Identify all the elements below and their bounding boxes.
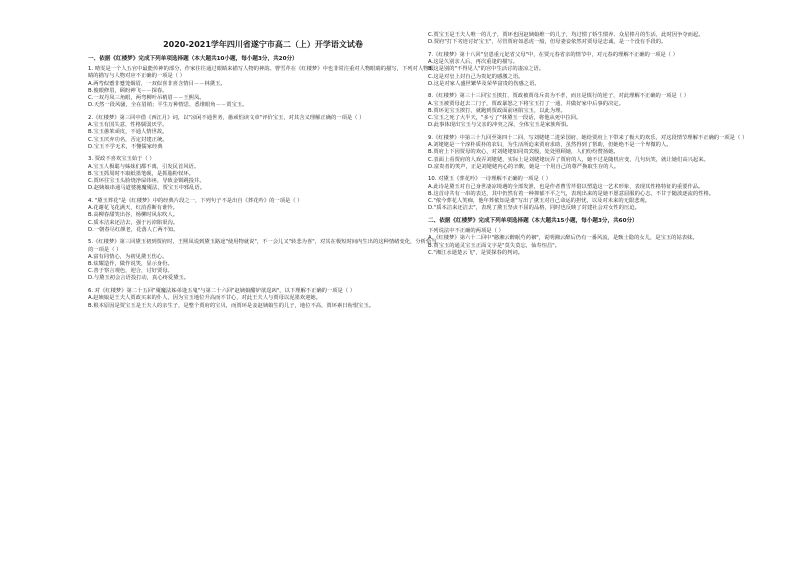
- question-stem: 9.《红楼梦》中第三十九回至第四十二回，写刘姥姥二进荣国府，她给贾府上下带来了极大的欢乐，对这段情节理解不正确的一项是（ ）: [428, 134, 748, 141]
- question-stem: 7.《红楼梦》第十八回"皇恩重元妃省父母"中，在贾元春省亲的情节中，对元春的理解不正确的一项是（ ）: [428, 51, 678, 58]
- question-item: [88, 198, 438, 234]
- answer-option: B.这首诗共有一串的表达，其中仍然有着一种抑郁不平之气，表现出来的是她不愿意屈服的心志，不甘于随波逐流的性格。: [428, 190, 715, 197]
- answer-option: C.宝玉之死了大半天，"多亏了"林黛玉一段话，将他从死中拉回。: [428, 115, 582, 122]
- question-stem: 6. 对《红楼梦》第二十五回"魇魔法姊弟逢五鬼"与第二十六回"赵姨娘醋妒欲逞凶"，以下理解不正确的一项是（ ）: [88, 288, 356, 295]
- answer-option: D.天然一段风骚，全在眉梢；平生万种情思，悉堆眼角－－贾宝玉。: [88, 102, 248, 109]
- question-item: [428, 52, 778, 88]
- question-item: [428, 93, 778, 129]
- answer-option: B.宝玉抓周时不取纸墨笔砚，是抓脂粉钗环。: [88, 170, 194, 177]
- answer-option: D.这是对家人盛世繁华及荣华富贵的伤感之语。: [428, 80, 540, 87]
- answer-option: B.根本原因是贾宝玉是王夫人的亲生子，是整个贾府的宝贝，而贾环是妾赵姨娘生的儿子，地位不高，贾环素日衔恨宝玉。: [88, 302, 375, 309]
- question-item: [88, 66, 438, 109]
- answer-option: D.富贵者的笑声，正是刘姥姥内心的辛酸，她是一个用自己的尊严换取生存的人。: [428, 163, 620, 170]
- answer-option: B.高柳春甜笑出谷，杨柳时风东吹人。: [88, 212, 179, 219]
- answer-option: C."湘江水逝楚云飞"，是贾探春的判词。: [428, 249, 524, 256]
- question-stem: 1. 晴雯是一个人五官中最能传神的部分，作家往往通过眼睛来描写人物的神韵。曹雪芹在《红楼梦》中也非常注重对人物眼睛的描写，下列对人物眼睛的描写与人物对应不正确的一项是（ ）: [88, 66, 434, 80]
- answer-option: C.宝玉厌弃功名，否定封建正统。: [88, 136, 168, 143]
- answer-option: A.宝玉有国失意，性格懦弱厌学。: [88, 122, 168, 129]
- page-title: 2020-2021学年四川省遂宁市高二（上）开学语文试卷: [163, 40, 363, 49]
- answer-option: A.宝玉被贾母赶去二门子，贾政暴怒之下将宝玉打了一通，并做好家中后事的决定。: [428, 100, 624, 107]
- right-column: [428, 32, 778, 262]
- answer-option: A.刘姥姥是一个淳朴质朴的农妇，为生活所迫来贾府求助，虽然得到了帮助，但她绝不是一个卑微的人。: [428, 142, 672, 149]
- answer-option: B.贾府上下因贾母的欢心，对刘姥姥如同贵宾般，处处照顾她，人们纷纷赞扬她。: [428, 149, 619, 156]
- answer-option: C.一双丹凤三角眼，两弯柳叶吊梢眉－－王熙凤。: [88, 95, 205, 102]
- answer-option: A.两弯似蹙非蹙笼烟眉，一双似喜非喜含情目－－林黛玉。: [88, 80, 226, 87]
- question-item: [88, 239, 438, 282]
- question-item: [88, 115, 438, 151]
- answer-option: D.宝玉不学无术，不懂儒家经典: [88, 143, 163, 150]
- answer-option: A.这是久别亲人后，再次重逢的描写。: [428, 59, 518, 66]
- question-item: [88, 156, 438, 192]
- answer-option: B.这是别的"不得见人"的宫中生活讨的凄凉之语。: [428, 66, 545, 73]
- answer-option: A.赵姨娘是王夫人贾政买来的仆人，因为宝玉地位升高而不甘心，对此王夫人与贾母以泥墨欢迎她。: [88, 295, 321, 302]
- answer-option: D."质本洁来还洁去"，表现了黛玉坚贞不屈的品格，同时也反映了封建社会对女性的压迫。: [428, 205, 640, 212]
- left-column: [88, 32, 438, 315]
- question-stem: 8.《红楼梦》第三十三回宝玉挨打，贾政被贾母斥责为不孝，而且是慎行的逆子，对此理解不正确的一项是（ ）: [428, 93, 689, 100]
- answer-option: B.俊眼修眉，顾盼神飞－－探春。: [88, 87, 168, 94]
- question-item: [428, 228, 778, 257]
- question-item: [428, 176, 778, 212]
- question-item: [428, 32, 778, 46]
- answer-option: D.贾府"打下劣迹讨好宝玉"，尽管贾府如恶虎一般，但母妻妾依然对贾母是忠诚，是一个没有手段的。: [428, 39, 667, 46]
- section1-heading: 一、依据《红楼梦》完成下列单项选择题（本大题共10小题，每小题3分，共20分）: [88, 56, 298, 62]
- answer-option: D.一朝春尽红颜老，花落人亡两不知。: [88, 226, 179, 233]
- answer-option: B.贾环见宝玉挨打，就跑到贾政面前诬陷宝玉，以此为理。: [428, 107, 566, 114]
- answer-option: C.表面上看贾府的人戏弄刘姥姥，实际上是刘姥姥玩弄了贾府的人，她不过是随机应变，几句玩笑，就让她们高兴起来。: [428, 156, 709, 163]
- answer-option: B.宝玉愚笨顽皮，不通人情世故。: [88, 129, 168, 136]
- answer-option: A.富有同情心，为初见黛玉伤心。: [88, 253, 168, 260]
- section2-heading: 二、依据《红楼梦》完成下列单项选择题（本大题共15小题，每小题3分，共60分）: [428, 217, 638, 224]
- left-question-list: [88, 66, 438, 310]
- question-stem: 3. 贾政不喜欢宝玉始于（ ）: [88, 156, 155, 163]
- answer-option: C.贾宝玉是王夫人唯一的儿子，贾环也因赵姨娘维一的儿子，均过惯了娇生惯养、众星捧月的生活，此时因争夺而起。: [428, 32, 704, 38]
- section2-question-list: [428, 228, 778, 257]
- question-item: [88, 288, 438, 310]
- question-stem: 2.《红楼梦》第三回中借《西江月》词，以"凉闲不通世务，愚顽怕读文章"评价宝玉，对其含义理解正确的一项是（ ）: [88, 114, 365, 121]
- question-stem: 5.《红楼梦》第三回黛玉初到贾府时，王熙凤说到黛玉路途"使用物就说"，不一会儿又"转悲为喜"，对其在极短时间内生出的这种情绪变化，分析恰当的一项是（ ）: [88, 239, 437, 253]
- question-stem: 4. "黛玉葬花"是《红楼梦》中的经典片段之一，下列句子不是出自《葬花吟》的一项是（ ）: [88, 197, 303, 204]
- answer-option: D.此事体现出宝玉与父亲的冲突之深，全体宝玉是家族所惧。: [428, 122, 572, 129]
- answer-option: C.善于察言观色，迎合，讨好贾母。: [88, 268, 173, 275]
- right-question-list: [428, 32, 778, 212]
- question-stem: 10. 对黛玉《葬花吟》一诗理解不正确的一项是（ ）: [428, 176, 552, 183]
- answer-option: C.质本洁来还洁去，强于污淖陷渠沟。: [88, 219, 179, 226]
- answer-option: C."侬今葬花人笑痴，他年葬侬知是谁"写出了黛玉对自己命运的担忧，以及对未来的无限悲观。: [428, 198, 651, 205]
- answer-option: C.这是对皇上封自己为贵妃的感激之语。: [428, 73, 524, 80]
- answer-option: A.花谢花飞花满天，红消香断有谁怜。: [88, 205, 178, 212]
- answer-option: C.贾环往宝玉头脸烧净屎纬诬，导致金钏跳投井。: [88, 178, 205, 185]
- question-item: [428, 135, 778, 171]
- answer-option: D.与黛玉初会言语投打动，真心疼爱黛玉。: [88, 275, 190, 282]
- question-stem: 下列说法中不正确的两项是（ ）: [428, 228, 504, 235]
- answer-option: A.《红楼梦》第六十二回中"憨湘云醉眠芍药裀"，说明湘云醉后仍有一番风流，是甄士隐的女儿，是宝玉的姑表妹。: [428, 235, 698, 242]
- answer-option: D.赵姨娘串通马道婆施魔魇法，贾宝玉中邪乱语。: [88, 185, 205, 192]
- answer-option: B.贾宝玉的通灵宝玉正面文字是"莫失莫忘，仙寿恒昌"。: [428, 242, 561, 249]
- answer-option: A.此诗是黛玉对自己身世凄凉境遇的全部发泄，也是作者曹雪芹借以塑造这一艺术形象，表现其性格特征的重要作品。: [428, 183, 704, 190]
- answer-option: B.炫耀造作，做作说笑，显示身份。: [88, 261, 173, 268]
- answer-option: A.宝玉人极聪与姊妹们都不离，引发民首风语。: [88, 163, 200, 170]
